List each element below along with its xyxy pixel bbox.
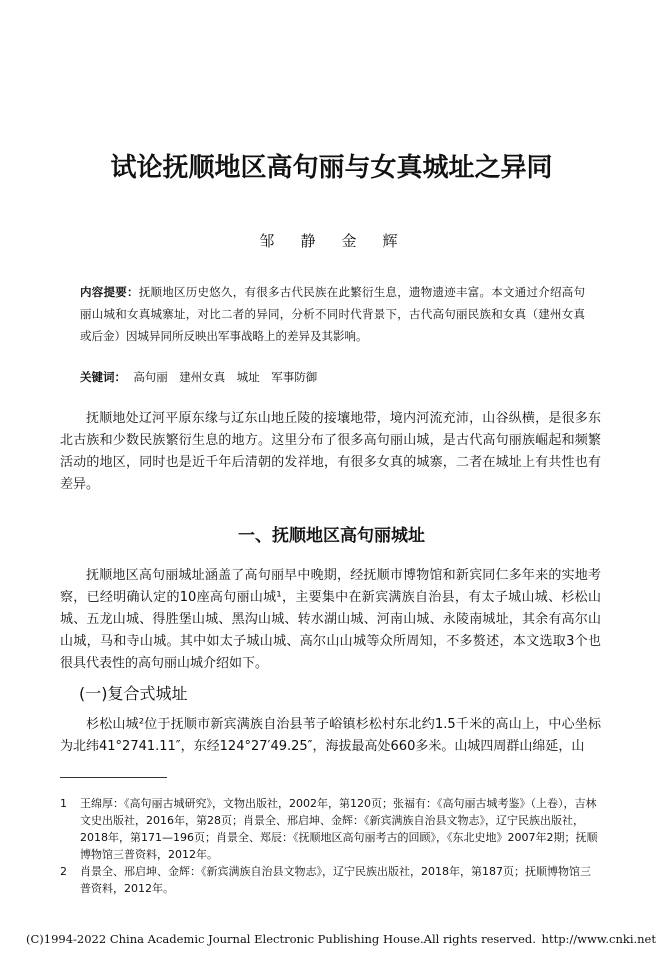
footnote-item <box>60 863 601 897</box>
footnote-text: 王绵厚：《高句丽古城研究》，文物出版社，2002年，第120页；张福有：《高句丽古城考鉴》（上卷），吉林文史出版社，2016年，第28页；肖景全、邢启坤、金辉：《新宾满族自治县文物志》，辽宁民族出版社，2018年，第171—196页；肖景全、郑辰：《抚顺地区高句丽考古的回顾》，《东北史地》2007年2期；抚顺博物馆三普资料，2012年。 <box>80 797 598 861</box>
article-title: 试论抚顺地区高句丽与女真城址之异同 <box>110 153 553 183</box>
footnotes <box>60 795 601 897</box>
footnote-divider <box>60 777 167 778</box>
section-heading: 一、抚顺地区高句丽城址 <box>238 526 425 546</box>
body-paragraph-2: 杉松山城²位于抚顺市新宾满族自治县苇子峪镇杉松村东北约1.5千米的高山上，中心坐标为北纬41°2741.11″，东经124°27′49.25″，海拔最高处660多米。山城四周群山绵延，山 <box>60 717 601 754</box>
footnote-text: 肖景全、邢启坤、金辉：《新宾满族自治县文物志》，辽宁民族出版社，2018年，第187页；抚顺博物馆三普资料，2012年。 <box>80 865 591 895</box>
abstract <box>80 281 585 347</box>
keywords <box>80 369 585 385</box>
footnote-number: 2 <box>60 865 67 878</box>
footnote-item <box>60 795 601 863</box>
abstract-label: 内容提要： <box>80 285 139 299</box>
keywords-label: 关键词： <box>80 370 126 384</box>
intro-paragraph: 抚顺地处辽河平原东缘与辽东山地丘陵的接壤地带，境内河流充沛，山谷纵横，是很多东北古族和少数民族繁衍生息的地方。这里分布了很多高句丽山城，是古代高句丽族崛起和频繁活动的地区，同时也是近千年后清朝的发祥地，有很多女真的城寨，二者在城址上有共性也有差异。 <box>60 411 601 492</box>
copyright-footer <box>26 932 656 946</box>
abstract-text: 抚顺地区历史悠久，有很多古代民族在此繁衍生息，遗物遗迹丰富。本文通过介绍高句丽山城和女真城寨址，对比二者的异同，分析不同时代背景下，古代高句丽民族和女真（建州女真或后金）因城异同所反映出军事战略上的差异及其影响。 <box>80 285 585 343</box>
footnote-number: 1 <box>60 797 67 810</box>
body-paragraph: 抚顺地区高句丽城址涵盖了高句丽早中晚期，经抚顺市博物馆和新宾同仁多年来的实地考察，已经明确认定的10座高句丽山城¹，主要集中在新宾满族自治县，有太子城山城、杉松山城、五龙山城、得胜堡山城、黑沟山城、转水湖山城、河南山城、永陵南城址，其余有高尔山山城，马和寺山城。其中如太子城山城、高尔山山城等众所周知，不多赘述，本文选取3个也很具代表性的高句丽山城介绍如下。 <box>60 568 601 671</box>
keywords-text: 高句丽 建州女真 城址 军事防御 <box>133 370 318 384</box>
subsection-heading: (一)复合式城址 <box>79 684 188 703</box>
cnki-link[interactable]: http://www.cnki.net <box>541 932 656 946</box>
author-names: 邹静金辉 <box>259 232 424 250</box>
copyright-text: (C)1994-2022 China Academic Journal Electronic Publishing House.All rights reserved. <box>26 932 536 946</box>
